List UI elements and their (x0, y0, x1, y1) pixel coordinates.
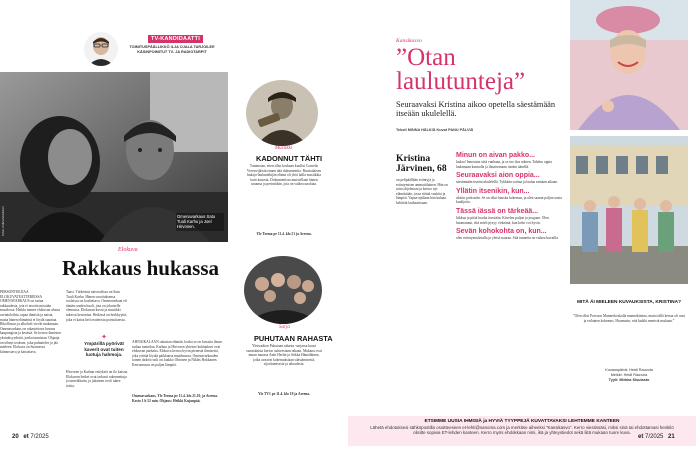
author-bio: TOIMITUSPÄÄLLIKKÖ ILJA OJALA TARJOILEE KÄSINPOIMITUT TV- JA RADIOTARPIT (129, 45, 215, 54)
puhutaan-info: Yle TV1 pe 11.4. klo 19 ja Areena. (258, 392, 310, 396)
main-column-1: PERSONTEKIJÄÄ ELOKUVATEATTEREISSA OMENAVARKAUS on tarina rakkaudesta, jota ei tavoita missään muodossa. Heikki menee elokuvan alussa ravintoloihin, tapaa ihmisiä ja naisia, mutta hänen elämänsä ei löydä suuntaa. Rikollisuus ja alkoholi vievät mukanaan. Omenavarkaus on rakastettava kuvaus kaupungista ja kesästä. Se kertoo ihmisten yksinäisyydestä, jonka tunnistaa. Ohjaaja on tehnyt teoksen, joka puhuttelee ja jää mieleen. Elokuva on Suomessa kiinnostava ja katsottava. (0, 290, 61, 354)
footer-body: Lähetä ehdotuksesi sähköpostilla osoitteeseen et-lehti@sanoma.com ja merkitse aiheeksi ”Kansikasvo”. Kerro viestissäsi, miksi sinä tai ehdottamasi henkilö olisitte sopivia ET-lehden kanteen. Kerro myös ehdokkaan nimi, ikä ja yhteystiedot sekä liitä mukaan tuore kuva. (370, 425, 674, 436)
sarja-photo (244, 256, 322, 324)
answer-2: säestämään itseäni ukulelellä. Tykkään soittaa ja laulaa samaan aikaan. (456, 180, 558, 185)
right-folio: et 7/2025 21 (638, 434, 675, 440)
qa-column (456, 152, 566, 241)
footer-title: ETSIMME UUSIA IHMISIÄ ja HYVIÄ TYYPPEJÄ KUVATTAVAKSI LEHTEMME KANTEEN (424, 419, 620, 424)
film-info: Omenavarkaus, Yle Teema pe 11.4. klo 21.10, ja Areena. Kesto 1 h 52 min. Ohjaus: Heikki Kujanpää. (132, 394, 218, 403)
footer-box (348, 416, 696, 446)
question-3: Yllätin itsenikin, kun... (456, 187, 530, 195)
photo-caption: Omenavarkaus Satu Tuuli Karhu ja Joel Hirvonen. (176, 213, 224, 231)
kadonnut-body: Tunnustan, etten ollut koskaan kuullut Cornelis Vreeswijkistä ennen tätä dokumenttia. Ruotsalaisen laulaja-lauluntekijän elämä oli yhtä lailla musiikkia kuin kaaosta. Dokumentissa muistellaan hänen uraansa ja perintöään, jota on vaikea unohtaa. (246, 164, 322, 187)
group-photo (570, 136, 688, 284)
tv-badge: TV-KANDIDAATTI (148, 35, 203, 43)
quote-star-icon: ✦ (101, 334, 107, 341)
pull-quote: ✦ Ympärillä pyörivät kaverit ovat tuiten luotuja hahmoja. (84, 334, 124, 358)
kadonnut-info: Yle Teema pe 11.4. klo 21 ja Areena. (256, 232, 312, 236)
main-column-2: Taavi. Tärkeässä naisroolissa on Satu Tuuli Karhu. Hänen suorituksensa rooleissa on koskettava. Omenavarkaat eli tämän rouden huoli, jota on jokaiselle olemassa. Elokuvan kuvat ja musiikki tukevat kerrontaa. Hetkissä on herkkyyttä, joka ei katoa heti teatterista poistuttaessa. (66, 290, 127, 322)
puhutaan-title: PUHUTAAN RAHASTA (254, 334, 333, 343)
right-page (348, 0, 696, 450)
section-label-kansikasvo: Kansikasvo (396, 38, 422, 44)
side-quote-body: ”Olen ollut Porvoon Mannerkoskalla mannekiinina, mutta tällä kertaa oli uusi ja erilainen kokemus. Huomasin, että kaikki menivät mukaan.” (573, 314, 685, 323)
name-heading: Kristina Järvinen, 68 (396, 153, 447, 174)
kadonnut-title: KADONNUT TÄHTI (256, 154, 323, 163)
question-2: Seuraavaksi aion oppia... (456, 172, 540, 180)
question-5: Sevän kohokohta on, kun... (456, 228, 547, 236)
credits: Teksti MINNA HÄLKIÄ Kuvat PANU PÄLVIÄ (396, 128, 474, 132)
section-label-sarja: Sarja (279, 325, 290, 330)
answer-5: olen esiintymislavalla ja yleisö nauraa. Sitä tunnetta on vaikea kuvailla. (456, 236, 559, 241)
main-column-3: AHNAIKALAAN rakastaa elämää, koska se on kuvattu ilman turhaa tunteilua. Karhun ja Hirvosen yhteiset kohtaukset ovat elokuvan parhaita. Elokuva kertoo hyvin pienestä ihmisestä, joka yrittää löytää paikkansa maailmassa. Omenavarkauden toinen tärkeä rooli on Jaakko Ohtonen ja Niklas Hokkanen. Kerronnassa on paljon lämpöä. (132, 340, 222, 367)
main-title: Rakkaus hukassa (62, 256, 220, 280)
question-1: Minun on aivan pakko... (456, 152, 535, 159)
question-4: Tässä iässä on tärkeää... (456, 207, 539, 215)
left-folio: 20 et 7/2025 (12, 434, 49, 440)
side-credits: Kuvauspäivä: Heidi Rauvola Meikki: Heidi Rauvola Tyyli: Mirkka Sisulasto (605, 368, 653, 382)
photo-credit: KUVA: OMENAVARKAUS (2, 206, 5, 236)
musiikki-photo (246, 80, 318, 146)
puhutaan-body: Yleisradion Puhutaan rahasta -sarjassa kuusi suomalaista kertoo suhteestaan rahaan. Mukana ovat muun muassa Antti Herlin ja Sirkka Hämäläinen, jotka avaavat kokemuksiaan säästämisestä, sijoittamisesta ja taloudesta. (246, 344, 322, 367)
main-column-2b: Hirvosen ja Karhun esityksiä on ilo katsoa. Elokuvan hetket ovat tarkasti rakennettuja ja tunteikkaita, ja jokainen rooli tukee toista. (66, 370, 128, 388)
author-photo (84, 32, 118, 66)
answer-1: laulaa! Innostuin siitä vanhana, ja se tuo iloa arkeen. Tahdon oppia laulamaan kunnolla ja ilmaisemaan itseäni äänellä. (456, 160, 552, 169)
portrait-photo (570, 0, 688, 130)
section-label-elokuva: Elokuva (118, 247, 138, 253)
section-label-musiikki: Musiikki (275, 146, 293, 151)
answer-3: aloitin podcastin. Se on ollut hauska kokemus, ja olen saanut paljon uusia kuulijoita. (456, 195, 562, 205)
intro-column: on pelipäällään esiintyjä ja esiintymisen ammattilainen. Hän on tuttu ohjelmista ja kertoo nyt elämästään, jossa riittää vauhtia ja lämpöä. Vapaa-ajallaan hän haluaa kehittää laulutaitoaan. (396, 178, 448, 205)
answer-4: liikkua ja pitää huolta itsestään. Kävelen paljon ja joogaan. Olen huomannut, että mieli pysyy virkeänä, kun keho voi hyvin. (456, 215, 549, 225)
side-quote-title: MITÄ ÄI MIELEEN KUVAUKSISTA, KRISTINA? (576, 300, 682, 305)
subtitle: Seuraavaksi Kristina aikoo opetella säestämään itseään ukulelellä. (396, 100, 556, 119)
big-title: ”Otan laulutunteja” (396, 44, 526, 95)
